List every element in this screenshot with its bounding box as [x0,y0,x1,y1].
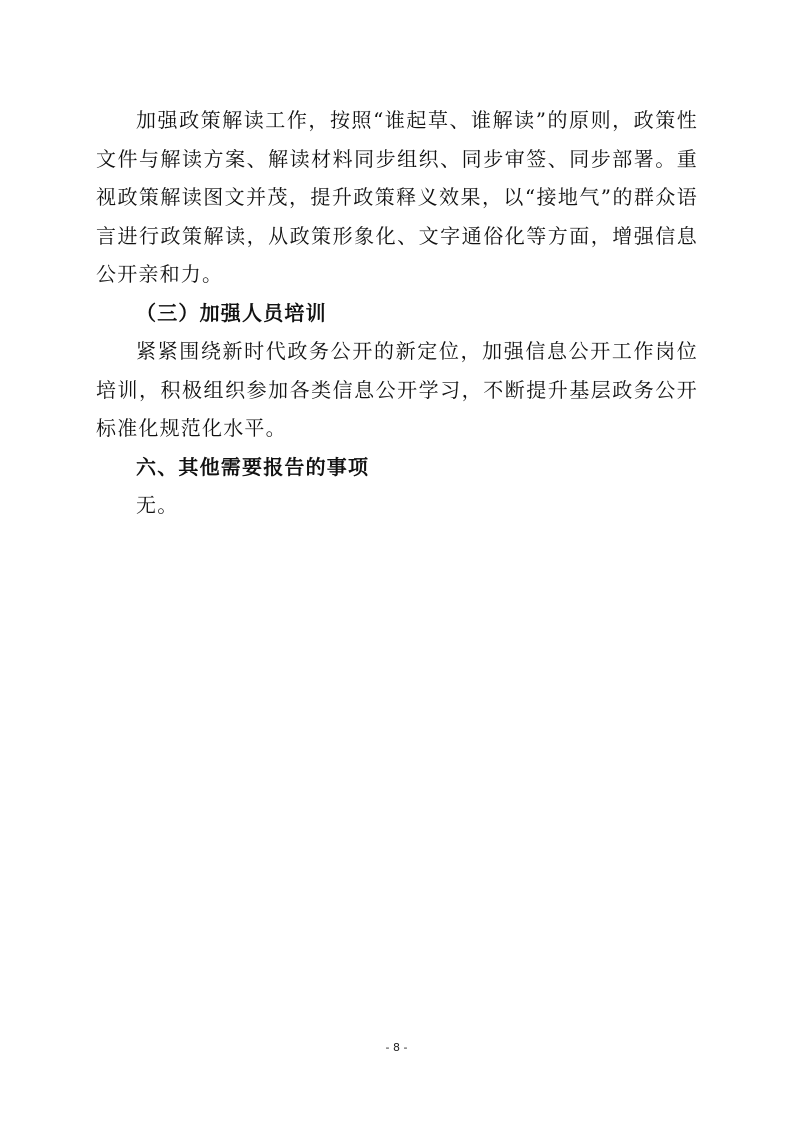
other-matters-paragraph: 无。 [136,493,179,517]
policy-interpretation-paragraph: 加强政策解读工作，按照“谁起草、谁解读”的原则，政策性文件与解读方案、解读材料同步组织、同步审签、同步部署。重视政策解读图文并茂，提升政策释义效果，以“接地气”的群众语言进行政策解读，从政策形象化、文字通俗化等方面，增强信息公开亲和力。 [96,108,698,286]
document-body [96,101,698,525]
subsection-heading: （三）加强人员培训 [136,300,327,325]
page-number: - 8 - [385,1041,408,1054]
staff-training-paragraph: 紧紧围绕新时代政务公开的新定位，加强信息公开工作岗位培训，积极组织参加各类信息公开学习，不断提升基层政务公开标准化规范化水平。 [96,339,698,440]
section-heading: 六、其他需要报告的事项 [136,454,370,479]
